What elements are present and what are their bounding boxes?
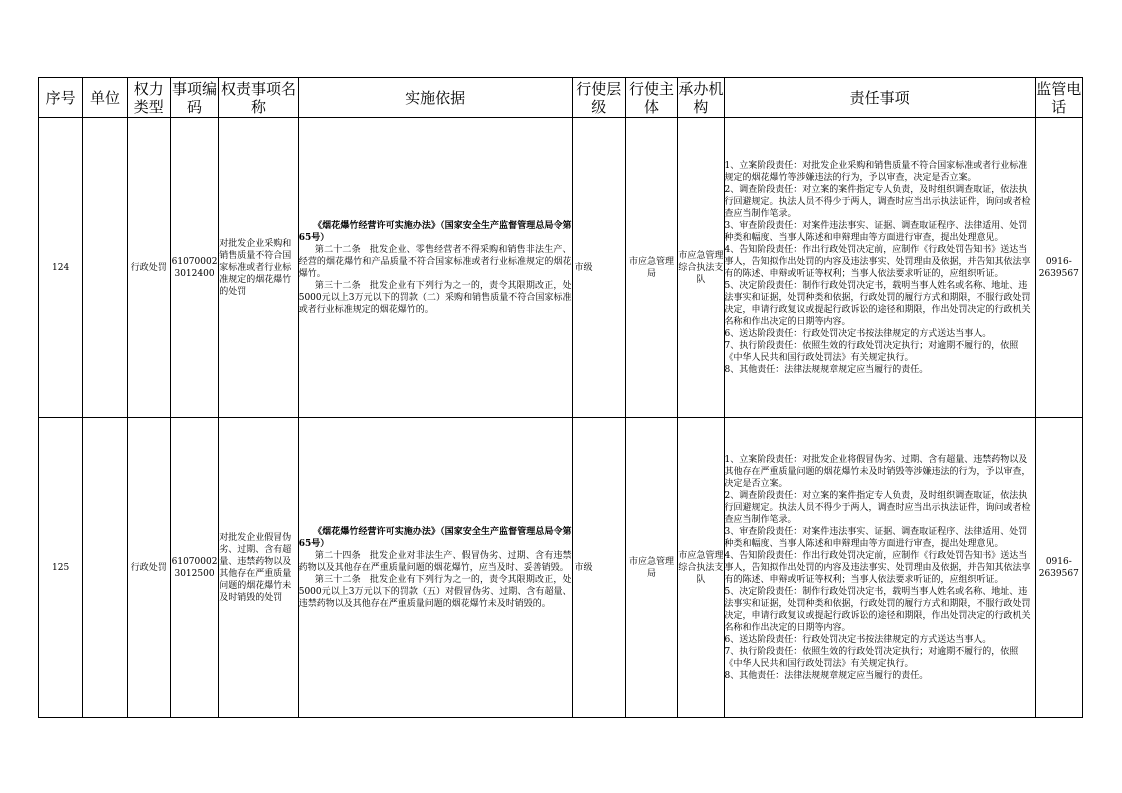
responsibility-item: 6、送达阶段责任：行政处罚决定书按法律规定的方式送达当事人。 (724, 634, 992, 645)
header-agency: 承办机构 (678, 79, 724, 116)
header-code: 事项编码 (172, 79, 218, 116)
responsibility-item: 5、决定阶段责任：制作行政处罚决定书，载明当事人姓名或名称、地址、违法事实和证据，处罚种类和依据，行政处罚的履行方式和期限，不服行政处罚决定，申请行政复议或提起行政诉讼的途径和期限，作出处罚决定的行政机关名称和作出决定的日期等内容。 (724, 586, 1031, 633)
code-line-2: 3012400 (174, 268, 215, 279)
responsibility-item: 3、审查阶段责任：对案件违法事实、证据、调查取证程序、法律适用、处罚种类和幅度、当事人陈述和申辩理由等方面进行审查，提出处理意见。 (724, 220, 1028, 243)
header-subject: 行使主体 (625, 78, 677, 118)
code-line-1: 61070002 (171, 256, 218, 267)
cell-basis (298, 418, 572, 718)
cell-unit (83, 418, 127, 718)
cell-name: 对批发企业采购和销售质量不符合国家标准或者行业标准规定的烟花爆竹的处罚 (219, 118, 299, 418)
responsibility-item: 5、决定阶段责任：制作行政处罚决定书，载明当事人姓名或名称、地址、违法事实和证据，处罚种类和依据，行政处罚的履行方式和期限，不服行政处罚决定，申请行政复议或提起行政诉讼的途径和期限，作出处罚决定的行政机关名称和作出决定的日期等内容。 (724, 280, 1031, 327)
code-line-2: 3012500 (174, 568, 215, 579)
cell-agency: 市应急管理综合执法支队 (678, 118, 724, 418)
basis-article-2: 第三十二条 批发企业有下列行为之一的，责令其限期改正，处5000元以上3万元以下的罚款（五）对假冒伪劣、过期、含有超量、违禁药物以及其他存在严重质量问题的烟花爆竹未及时销毁的。 (298, 574, 572, 609)
cell-subject: 市应急管理局 (625, 418, 677, 718)
header-unit: 单位 (83, 78, 127, 118)
header-row (39, 78, 1083, 118)
cell-responsibility (724, 118, 1035, 418)
cell-code (170, 118, 218, 418)
basis-title: 《烟花爆竹经营许可实施办法》（国家安全生产监督管理总局令第65号） (298, 526, 572, 549)
cell-seq: 124 (39, 118, 83, 418)
responsibility-item: 3、审查阶段责任：对案件违法事实、证据、调查取证程序、法律适用、处罚种类和幅度、当事人陈述和申辩理由等方面进行审查，提出处理意见。 (724, 526, 1028, 549)
responsibility-item: 8、其他责任：法律法规规章规定应当履行的责任。 (724, 670, 929, 681)
cell-unit (83, 118, 127, 418)
responsibility-item: 4、告知阶段责任：作出行政处罚决定前，应制作《行政处罚告知书》送达当事人，告知拟作出处罚的内容及违法事实、处罚理由及依据，并告知其依法享有的陈述、申辩或听证等权利；当事人依法要求听证的，应组织听证。 (724, 244, 1031, 279)
header-phone: 监管电话 (1036, 79, 1082, 116)
table-row (39, 418, 1083, 718)
cell-agency: 市应急管理综合执法支队 (678, 418, 724, 718)
responsibility-item: 4、告知阶段责任：作出行政处罚决定前，应制作《行政处罚告知书》送达当事人，告知拟作出处罚的内容及违法事实、处罚理由及依据，并告知其依法享有的陈述、申辩或听证等权利；当事人依法要求听证的，应组织听证。 (724, 550, 1031, 585)
header-level: 行使层级 (572, 78, 625, 118)
cell-code (170, 418, 218, 718)
header-basis: 实施依据 (298, 78, 572, 118)
basis-article-2: 第三十二条 批发企业有下列行为之一的，责令其限期改正，处5000元以上3万元以下的罚款（二）采购和销售质量不符合国家标准或者行业标准规定的烟花爆竹的。 (298, 280, 572, 315)
responsibility-item: 7、执行阶段责任：依照生效的行政处罚决定执行；对逾期不履行的，依照《中华人民共和国行政处罚法》有关规定执行。 (724, 646, 1019, 669)
header-name: 权责事项名称 (219, 78, 299, 118)
header-responsibility: 责任事项 (724, 78, 1035, 118)
responsibility-item: 7、执行阶段责任：依照生效的行政处罚决定执行；对逾期不履行的，依照《中华人民共和国行政处罚法》有关规定执行。 (724, 340, 1019, 363)
cell-power-type: 行政处罚 (127, 118, 170, 418)
cell-level: 市级 (572, 118, 625, 418)
basis-article-1: 第二十四条 批发企业对非法生产、假冒伪劣、过期、含有违禁药物以及其他存在严重质量问题的烟花爆竹，应当及时、妥善销毁。 (298, 550, 572, 573)
cell-name: 对批发企业假冒伪劣、过期、含有超量、违禁药物以及其他存在严重质量问题的烟花爆竹未及时销毁的处罚 (219, 418, 299, 718)
basis-title: 《烟花爆竹经营许可实施办法》（国家安全生产监督管理总局令第65号） (298, 220, 572, 243)
cell-basis (298, 118, 572, 418)
cell-phone: 0916-2639567 (1035, 118, 1082, 418)
cell-phone: 0916-2639567 (1035, 418, 1082, 718)
responsibility-item: 1、立案阶段责任：对批发企业采购和销售质量不符合国家标准或者行业标准规定的烟花爆竹等涉嫌违法的行为，予以审查，决定是否立案。 (724, 160, 1028, 183)
code-line-1: 61070002 (171, 556, 218, 567)
cell-seq: 125 (39, 418, 83, 718)
basis-article-1: 第二十二条 批发企业、零售经营者不得采购和销售非法生产、经营的烟花爆竹和产品质量不符合国家标准或者行业标准规定的烟花爆竹。 (298, 244, 572, 279)
cell-responsibility (724, 418, 1035, 718)
power-list-table (38, 77, 1083, 718)
responsibility-item: 6、送达阶段责任：行政处罚决定书按法律规定的方式送达当事人。 (724, 328, 992, 339)
responsibility-item: 2、调查阶段责任：对立案的案件指定专人负责，及时组织调查取证，依法执行回避规定。执法人员不得少于两人，调查时应当出示执法证件，询问或者检查应当制作笔录。 (724, 490, 1031, 525)
header-seq: 序号 (39, 78, 83, 118)
cell-subject: 市应急管理局 (625, 118, 677, 418)
responsibility-item: 1、立案阶段责任：对批发企业将假冒伪劣、过期、含有超量、违禁药物以及其他存在严重质量问题的烟花爆竹未及时销毁等涉嫌违法的行为，予以审查，决定是否立案。 (724, 454, 1031, 489)
header-power-type: 权力类型 (127, 78, 170, 118)
responsibility-item: 8、其他责任：法律法规规章规定应当履行的责任。 (724, 364, 929, 375)
responsibility-item: 2、调查阶段责任：对立案的案件指定专人负责，及时组织调查取证，依法执行回避规定。执法人员不得少于两人，调查时应当出示执法证件，询问或者检查应当制作笔录。 (724, 184, 1031, 219)
cell-power-type: 行政处罚 (127, 418, 170, 718)
cell-level: 市级 (572, 418, 625, 718)
table-row (39, 118, 1083, 418)
